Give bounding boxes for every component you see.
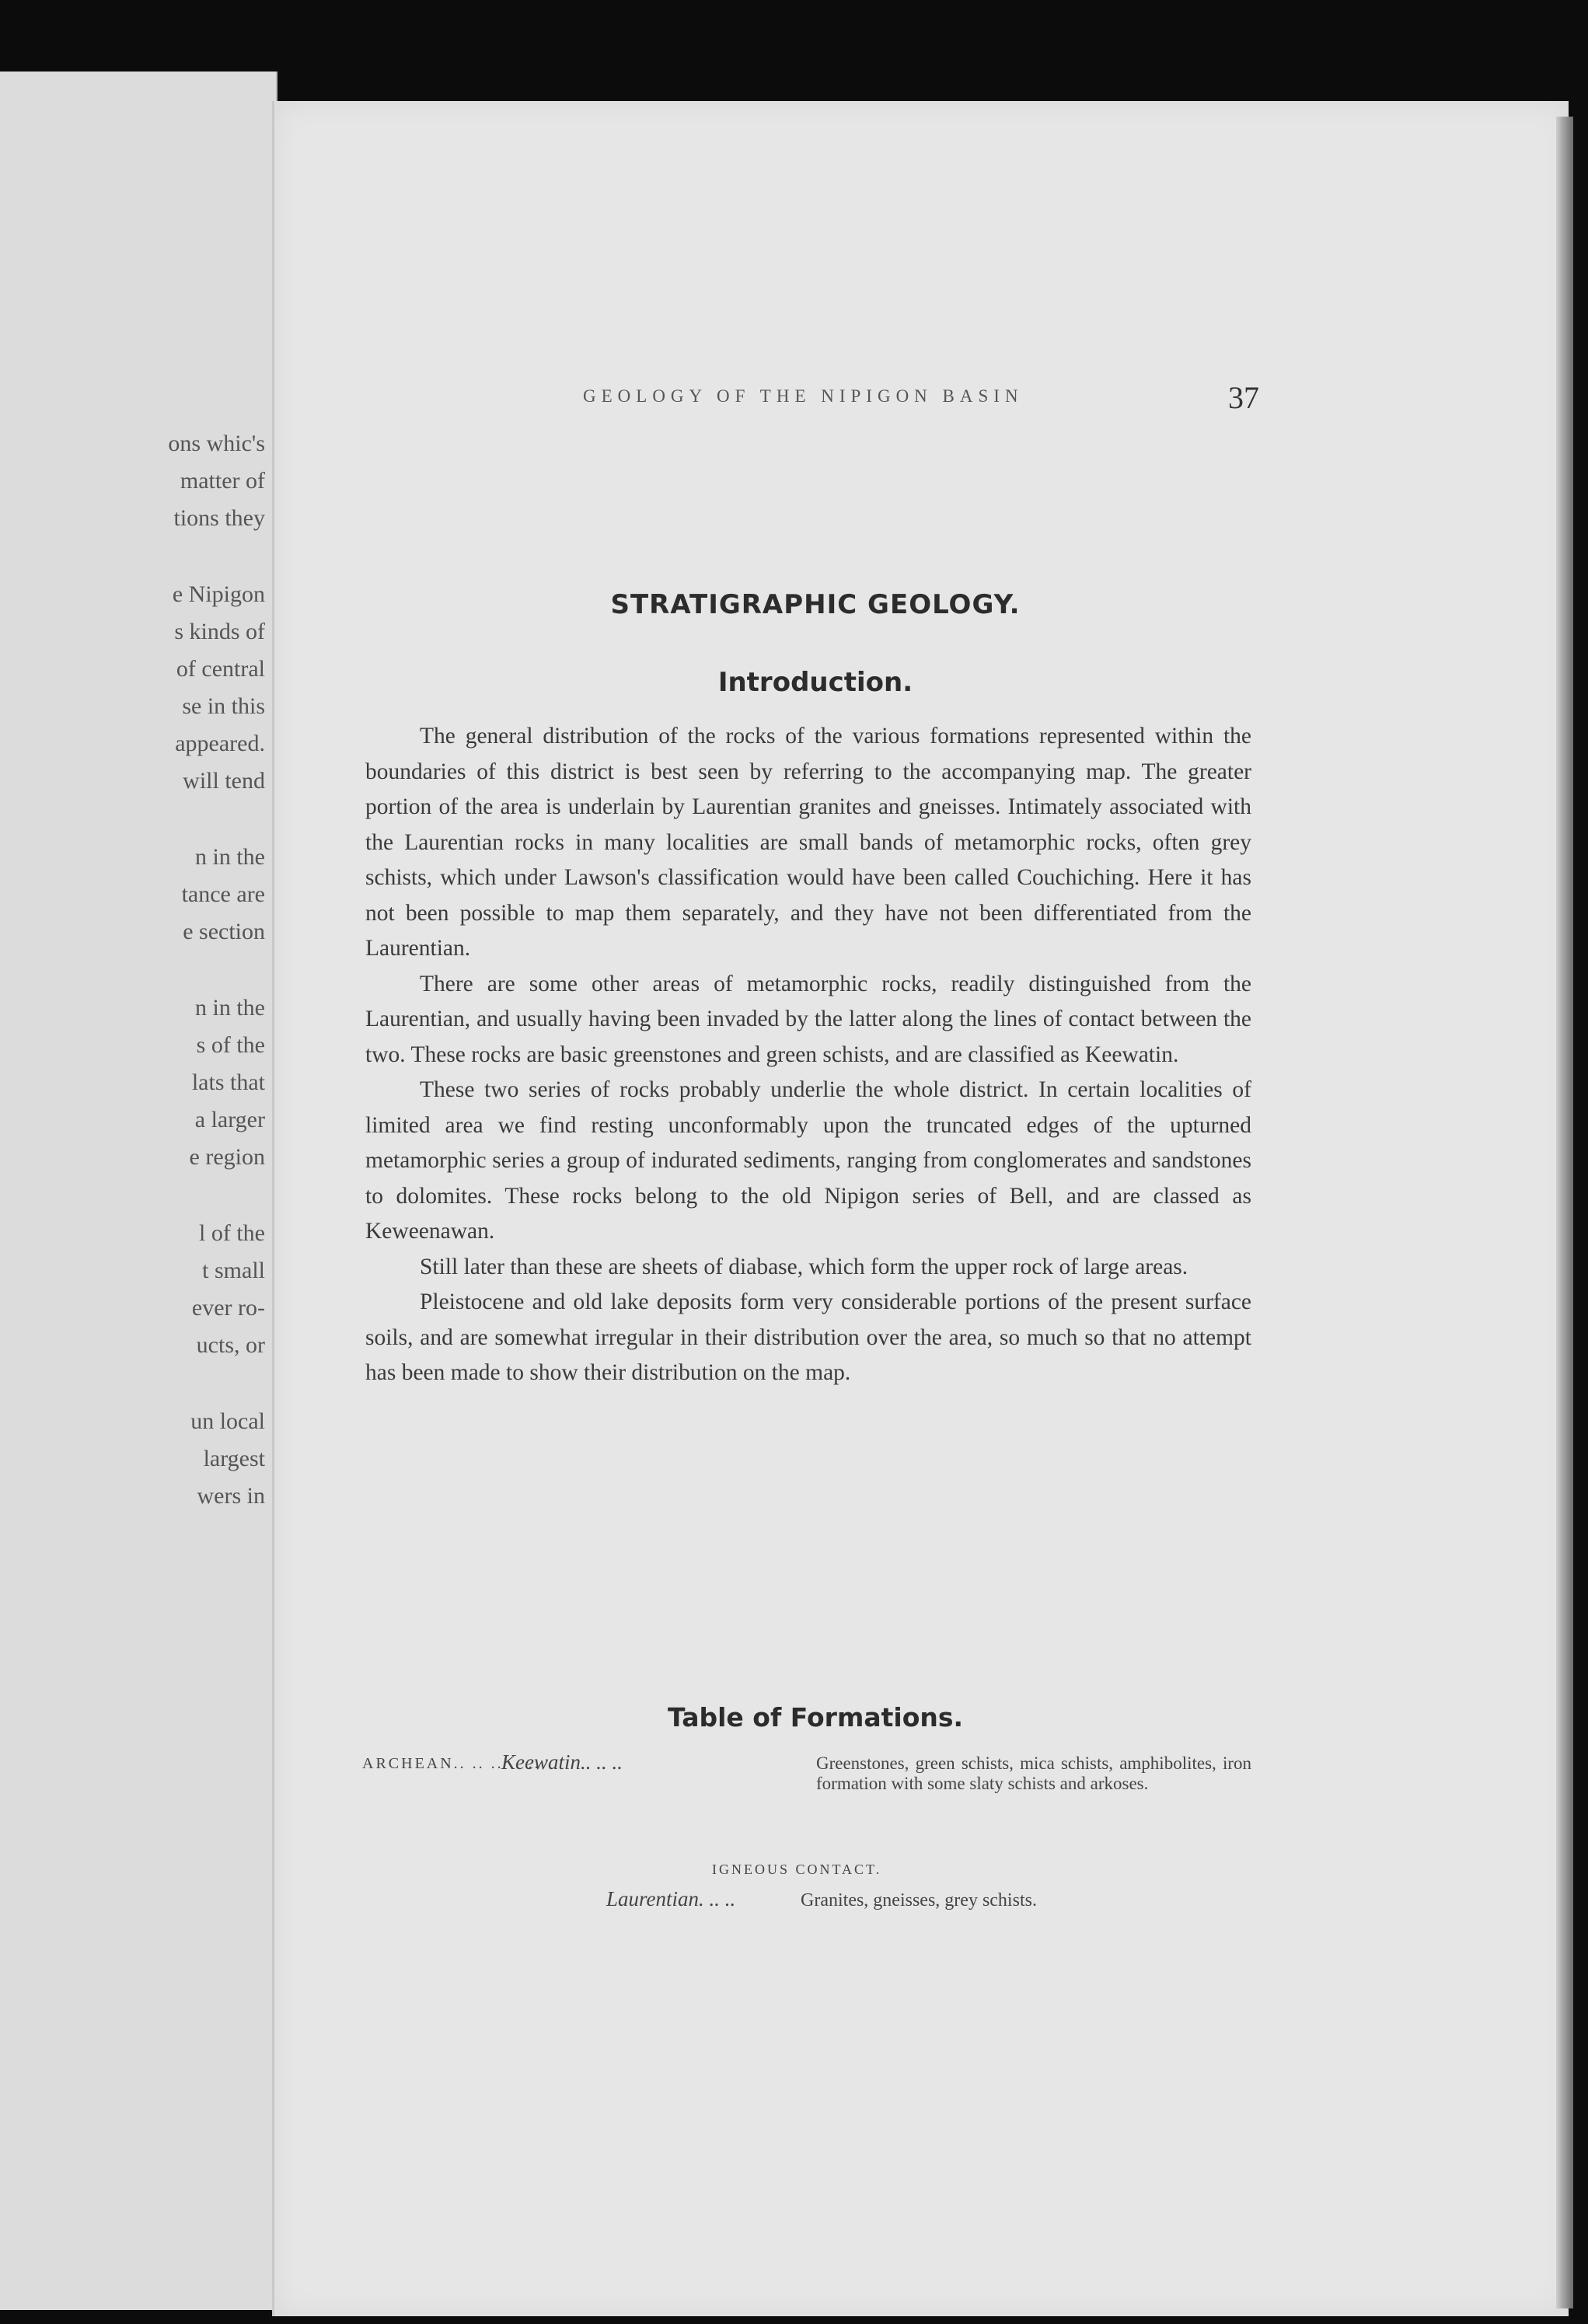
table-era: ARCHEAN.. .. .. .. ..	[362, 1755, 541, 1772]
fragment-line: e section	[183, 919, 265, 944]
fragment-line: largest	[203, 1446, 265, 1471]
fragment-line: n in the	[195, 844, 265, 870]
fragment-line: se in this	[182, 693, 265, 719]
fragment-line: tions they	[173, 505, 265, 531]
fragment-line: e region	[189, 1144, 265, 1170]
fragment-line: s of the	[196, 1032, 265, 1058]
fragment-line: will tend	[183, 768, 265, 794]
table-contact-note: IGNEOUS CONTACT.	[712, 1862, 882, 1877]
paragraph: These two series of rocks probably underlie the whole district. In certain localities of limited area we find resting unconformably upon the truncated edges of the upturned metamorphic series a group of indurated sediments, ranging from conglomerates and sandstones to dolomites. These rocks belong to the old Nipigon series of Bell, and are classed as Keweenawan.	[365, 1077, 1251, 1244]
facing-page-text-column	[1, 425, 265, 1515]
fragment-line: matter of	[180, 468, 265, 494]
paragraph: There are some other areas of metamorphic rocks, readily distinguished from the Laurentian, and usually having been invaded by the latter along the lines of contact between the two. These rocks are basic greenstones and green schists, and are classified as Keewatin.	[365, 971, 1251, 1067]
fragment-line: l of the	[199, 1220, 265, 1246]
fragment-line: wers in	[197, 1483, 265, 1509]
section-title: STRATIGRAPHIC GEOLOGY.	[610, 589, 1021, 620]
fragment-line: tance are	[181, 881, 265, 907]
fragment-block-2	[1, 576, 265, 800]
fragment-block-5	[1, 1215, 265, 1364]
table-heading: Table of Formations.	[667, 1702, 964, 1733]
fragment-line: a larger	[194, 1107, 265, 1132]
table-formation-keewatin: Keewatin.. .. ..	[501, 1750, 623, 1774]
facing-page	[0, 72, 277, 2310]
fragment-line: t small	[202, 1258, 265, 1283]
fragment-line: lats that	[191, 1070, 265, 1095]
table-description-keewatin: Greenstones, green schists, mica schists, amphibolites, iron formation with some slaty schists and arkoses.	[816, 1753, 1251, 1793]
fragment-line: s kinds of	[174, 619, 265, 644]
page-edge	[1556, 117, 1573, 2308]
running-head: GEOLOGY OF THE NIPIGON BASIN	[583, 386, 1024, 406]
table-description-laurentian: Granites, gneisses, grey schists.	[801, 1890, 1037, 1910]
paragraph: Still later than these are sheets of diabase, which form the upper rock of large areas.	[420, 1254, 1188, 1279]
page-number: 37	[1228, 380, 1259, 415]
fragment-line: of central	[176, 656, 265, 682]
fragment-line: un local	[190, 1408, 265, 1434]
body-text	[365, 719, 1251, 1391]
fragment-block-6	[1, 1403, 265, 1515]
fragment-line: ucts, or	[196, 1332, 265, 1358]
fragment-line: ever ro-	[191, 1295, 265, 1321]
fragment-line: n in the	[195, 995, 265, 1021]
fragment-line: ons whic's	[168, 431, 265, 456]
fragment-block-3	[1, 839, 265, 951]
table-formation-laurentian: Laurentian. .. ..	[606, 1887, 736, 1910]
paragraph: The general distribution of the rocks of the various formations represented within the boundaries of this district is best seen by referring to the accompanying map. The greater portion of the area is underlain by Laurentian granites and gneisses. Intimately associated with the Laurentian rocks in many localities are small bands of metamorphic rocks, often grey schists, which under Lawson's classification would have been called Couchiching. Here it has not been possible to map them separately, and they have not been differentiated from the Laurentian.	[365, 724, 1251, 961]
fragment-block-4	[1, 989, 265, 1176]
section-subtitle: Introduction.	[717, 667, 913, 698]
fragment-line: e Nipigon	[172, 581, 265, 607]
paragraph: Pleistocene and old lake deposits form very considerable portions of the present surface soils, and are somewhat irregular in their distribution over the area, so much so that no attempt has been made to show their distribution on the map.	[365, 1289, 1251, 1385]
fragment-block-1	[1, 425, 265, 537]
fragment-line: appeared.	[175, 731, 265, 756]
